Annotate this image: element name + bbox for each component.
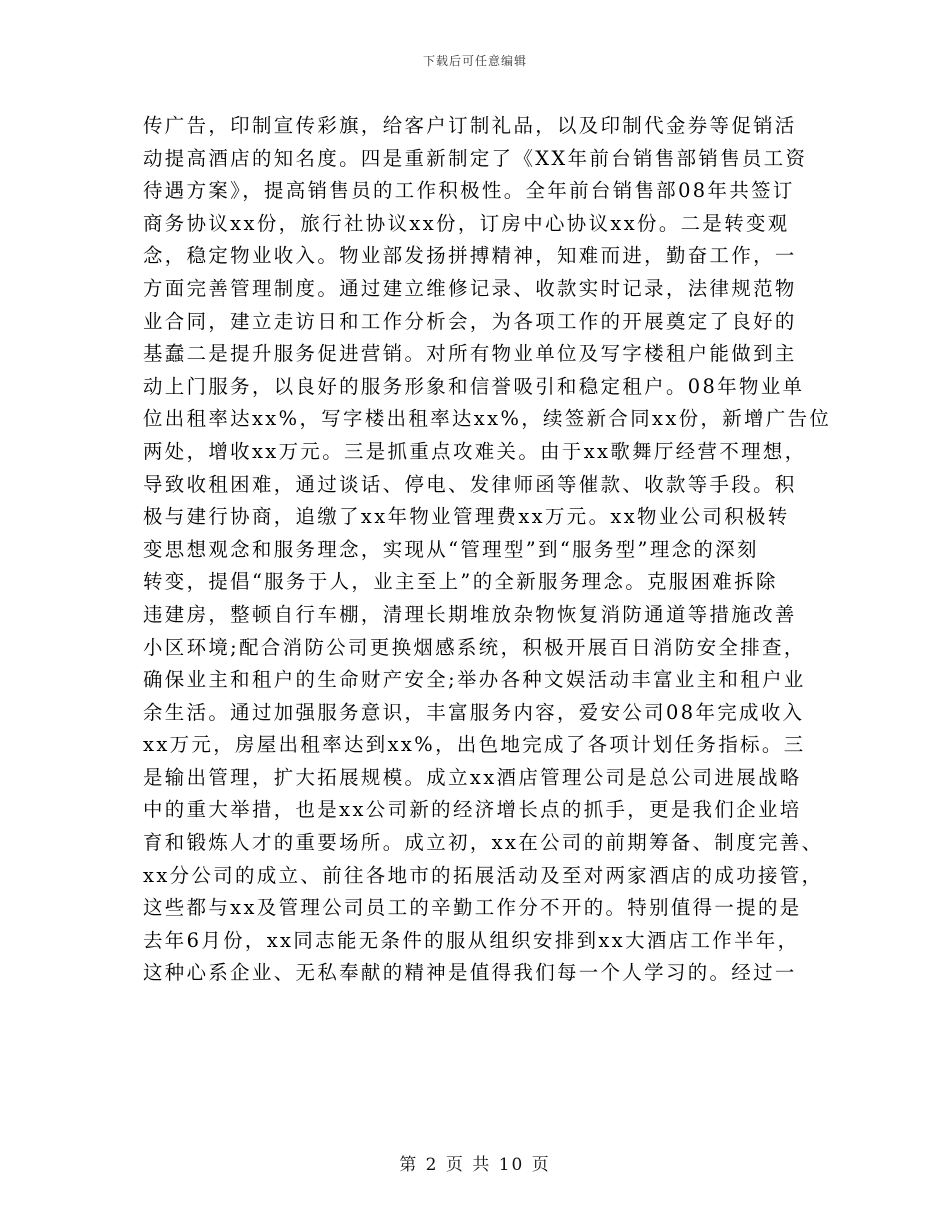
body-line: 导致收租困难，通过谈话、停电、发律师函等催款、收款等手段。积 [143, 472, 797, 496]
body-line: 确保业主和租户的生命财产安全;举办各种文娱活动丰富业主和租户业 [143, 668, 806, 692]
body-line: 方面完善管理制度。通过建立维修记录、收款实时记录，法律规范物 [143, 276, 797, 300]
body-line: 基蠢二是提升服务促进营销。对所有物业单位及写字楼租户能做到主 [143, 342, 797, 366]
body-line: 位出租率达xx%，写字楼出租率达xx%，续签新合同xx份，新增广告位 [143, 407, 832, 431]
body-line: xx万元，房屋出租率达到xx%，出色地完成了各项计划任务指标。三 [143, 733, 806, 757]
body-line: 业合同，建立走访日和工作分析会，为各项工作的开展奠定了良好的 [143, 309, 797, 333]
body-line: 极与建行协商，追缴了xx年物业管理费xx万元。xx物业公司积极转 [143, 505, 790, 529]
body-line: 违建房，整顿自行车棚，清理长期堆放杂物恢复消防通道等措施改善 [143, 602, 797, 626]
body-line: 两处，增收xx万元。三是抓重点攻难关。由于xx歌舞厅经营不理想， [143, 439, 807, 463]
body-line: 这些都与xx及管理公司员工的辛勤工作分不开的。特别值得一提的是 [143, 896, 802, 920]
body-line: 传广告，印制宣传彩旗，给客户订制礼品，以及印制代金券等促销活 [143, 114, 797, 137]
body-line: 动上门服务，以良好的服务形象和信誉吸引和稳定租户。08年物业单 [143, 374, 805, 398]
body-line: 转变，提倡“服务于人，业主至上”的全新服务理念。克服困难拆除 [143, 570, 778, 594]
body-line: 是输出管理，扩大拓展规模。成立xx酒店管理公司是总公司进展战略 [143, 765, 802, 789]
body-line: 念，稳定物业收入。物业部发扬拼搏精神，知难而进，勤奋工作，一 [143, 244, 797, 268]
body-line: 变思想观念和服务理念，实现从“管理型”到“服务型”理念的深刻 [143, 537, 759, 561]
body-line: 去年6月份，xx同志能无条件的服从组织安排到xx大酒店工作半年， [143, 928, 800, 952]
body-line: 动提高酒店的知名度。四是重新制定了《XX年前台销售部销售员工资 [143, 146, 808, 170]
page-number: 第 2 页 共 10 页 [399, 1155, 551, 1175]
body-line: 育和锻炼人才的重要场所。成立初，xx在公司的前期筹备、制度完善、 [143, 831, 824, 855]
page-header: 下载后可任意编辑 [422, 54, 527, 68]
body-text [143, 110, 832, 990]
body-line: 余生活。通过加强服务意识，丰富服务内容，爱安公司08年完成收入 [143, 700, 805, 724]
body-line: 中的重大举措，也是xx公司新的经济增长点的抓手，更是我们企业培 [143, 798, 802, 822]
body-line: xx分公司的成立、前往各地市的拓展活动及至对两家酒店的成功接管， [143, 863, 824, 887]
body-line: 小区环境;配合消防公司更换烟感系统，积极开展百日消防安全排查， [143, 635, 806, 659]
body-line: 这种心系企业、无私奉献的精神是值得我们每一个人学习的。经过一 [143, 961, 797, 985]
body-line: 待遇方案》，提高销售员的工作积极性。全年前台销售部08年共签订 [143, 179, 795, 203]
body-line: 商务协议xx份，旅行社协议xx份，订房中心协议xx份。二是转变观 [143, 211, 790, 235]
